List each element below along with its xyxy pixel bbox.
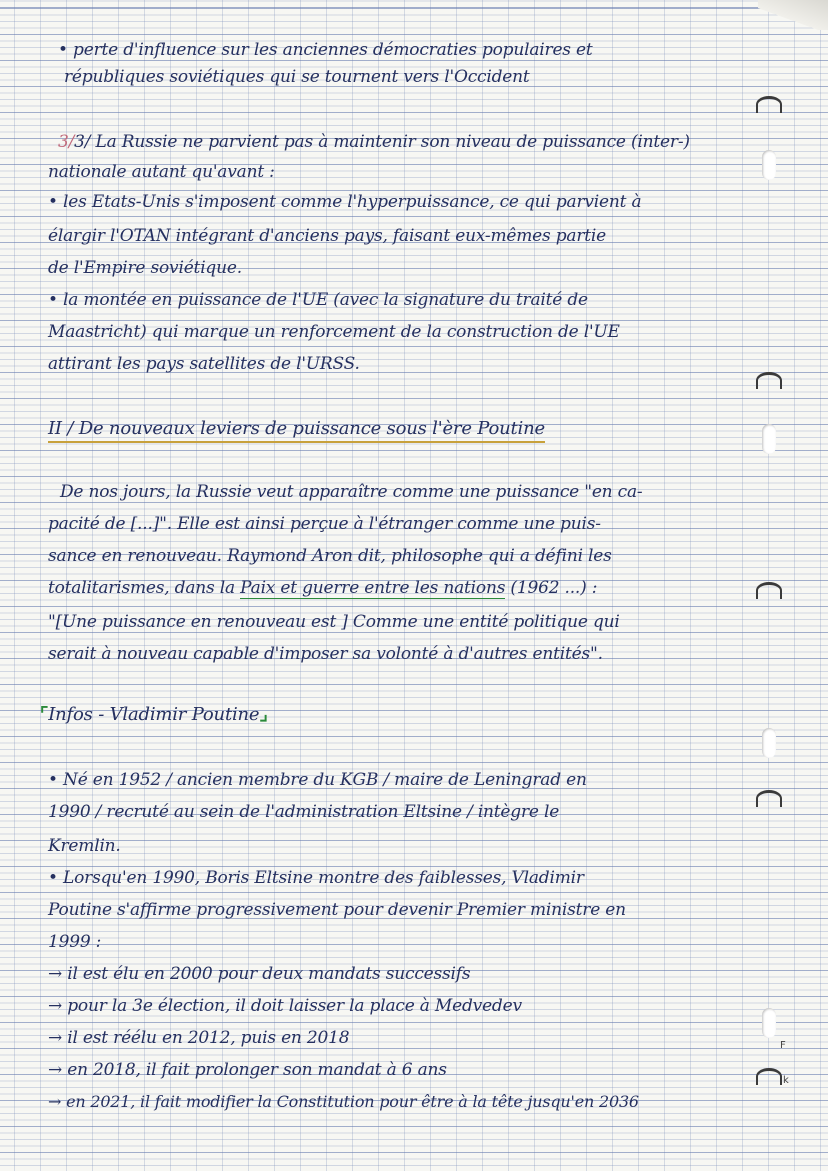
text-line: 1999 : [48,932,102,952]
quote-line: "[Une puissance en renouveau est ] Comme une entité politique qui [48,612,620,632]
text-line: Poutine s'affirme progressivement pour devenir Premier ministre en [48,900,626,920]
text-line: attirant les pays satellites de l'URSS. [48,354,360,374]
text-line: 1990 / recruté au sein de l'administration Eltsine / intègre le [48,802,560,822]
binder-ring-icon [756,582,782,599]
section-II-heading: II / De nouveaux leviers de puissance sous l'ère Poutine [48,418,545,443]
text-line: nationale autant qu'avant : [48,162,275,182]
bracket-right-icon: ⌟ [259,704,268,725]
section-3-heading [58,132,690,152]
binder-ring-icon [756,1068,782,1085]
text-line: Maastricht) qui marque un renforcement de la construction de l'UE [48,322,620,342]
text-line: • les Etats-Unis s'imposent comme l'hyperpuissance, ce qui parvient à [48,192,642,212]
text-line: totalitarismes, dans la Paix et guerre entre les nations (1962 ...) : [48,578,598,598]
section-3-heading-text: 3/ La Russie ne parvient pas à maintenir son niveau de puissance (inter-) [74,132,690,152]
text-line: sance en renouveau. Raymond Aron dit, philosophe qui a défini les [48,546,612,566]
binder-ring-icon [756,96,782,113]
margin-mark: k [783,1075,789,1086]
arrow-item: → il est élu en 2000 pour deux mandats successifs [48,964,471,984]
text-line: républiques soviétiques qui se tournent vers l'Occident [64,67,530,87]
text-line: • Né en 1952 / ancien membre du KGB / maire de Leningrad en [48,770,587,790]
text-line: élargir l'OTAN intégrant d'anciens pays, faisant eux-mêmes partie [48,226,607,246]
text-line: • perte d'influence sur les anciennes démocraties populaires et [58,40,593,60]
arrow-item: → il est réélu en 2012, puis en 2018 [48,1028,350,1048]
infos-heading [40,704,268,725]
quote-line: serait à nouveau capable d'imposer sa volonté à d'autres entités". [48,644,603,664]
text-line: • Lorsqu'en 1990, Boris Eltsine montre des faiblesses, Vladimir [48,868,584,888]
infos-heading-text: Infos - Vladimir Poutine [48,704,260,725]
punch-hole-icon [762,728,776,758]
text-line: de l'Empire soviétique. [48,258,242,278]
punch-hole-icon [762,424,776,454]
arrow-item: → pour la 3e élection, il doit laisser la place à Medvedev [48,996,522,1016]
text-line: • la montée en puissance de l'UE (avec la signature du traité de [48,290,588,310]
section-number: 3/ [58,132,75,152]
punch-hole-icon [762,150,776,180]
arrow-item: → en 2021, il fait modifier la Constitution pour être à la tête jusqu'en 2036 [48,1092,639,1111]
page-corner-fold [758,0,828,30]
text-line: Kremlin. [48,836,121,856]
margin-mark: F [780,1040,786,1051]
text-line: De nos jours, la Russie veut apparaître comme une puissance "en ca- [60,482,643,502]
punch-hole-icon [762,1008,776,1038]
bracket-left-icon: ⌜ [40,704,49,725]
text-line: pacité de [...]". Elle est ainsi perçue à l'étranger comme une puis- [48,514,601,534]
arrow-item: → en 2018, il fait prolonger son mandat à 6 ans [48,1060,447,1080]
binder-ring-icon [756,372,782,389]
binder-ring-icon [756,790,782,807]
